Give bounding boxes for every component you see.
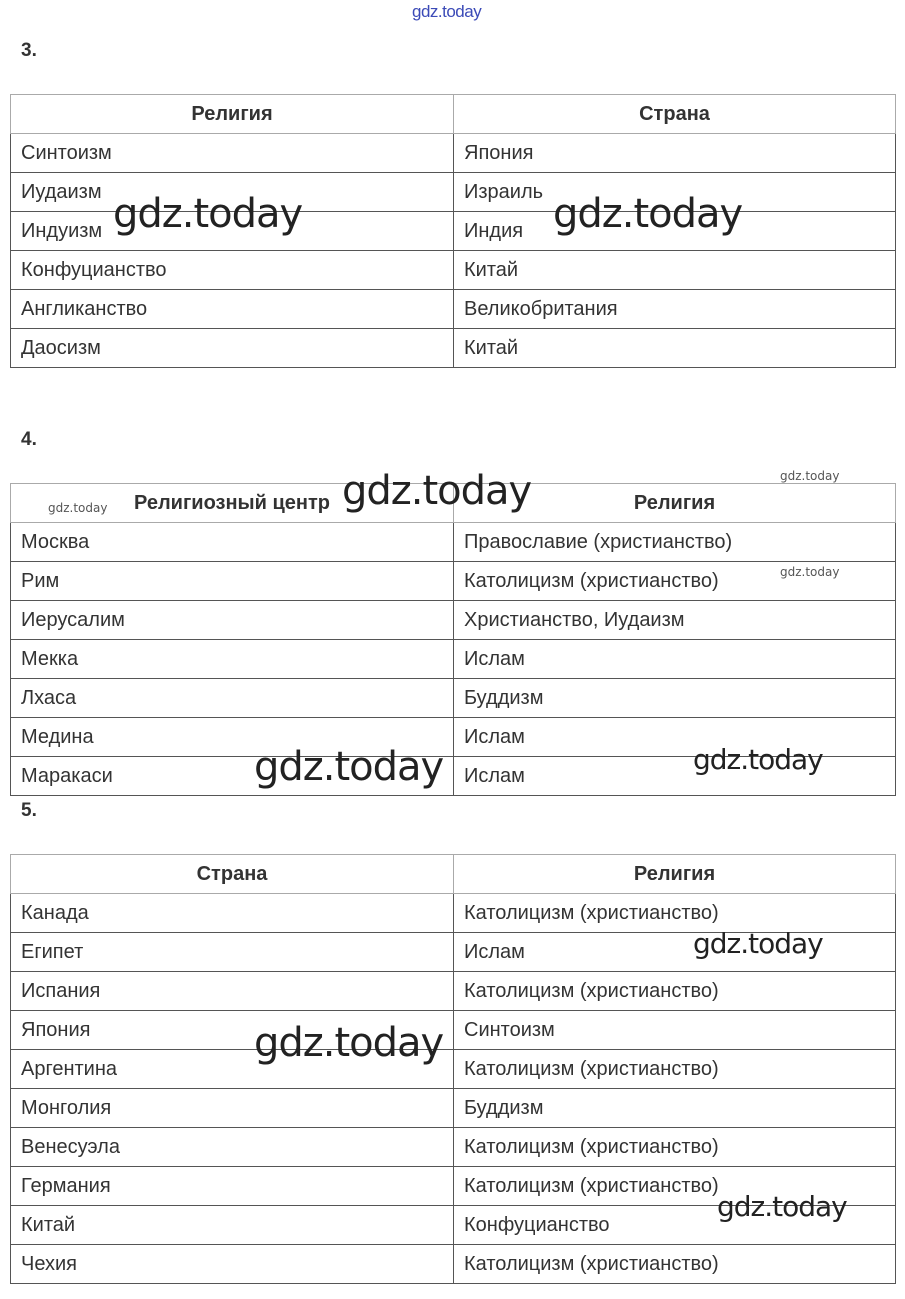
table-row [11, 933, 896, 972]
cell: Индуизм [11, 212, 454, 251]
cell: Синтоизм [454, 1011, 896, 1050]
cell: Лхаса [11, 679, 454, 718]
header-religion: Религия [454, 855, 896, 894]
cell: Медина [11, 718, 454, 757]
cell: Аргентина [11, 1050, 454, 1089]
cell: Ислам [454, 640, 896, 679]
cell: Буддизм [454, 679, 896, 718]
table-row [11, 290, 896, 329]
cell: Даосизм [11, 329, 454, 368]
table-row [11, 757, 896, 796]
cell: Буддизм [454, 1089, 896, 1128]
header-country: Страна [454, 95, 896, 134]
table-header-row [11, 484, 896, 523]
cell: Католицизм (христианство) [454, 1128, 896, 1167]
cell: Католицизм (христианство) [454, 894, 896, 933]
table-row [11, 1089, 896, 1128]
cell: Канада [11, 894, 454, 933]
table-row [11, 1128, 896, 1167]
cell: Ислам [454, 718, 896, 757]
table-header-row [11, 95, 896, 134]
cell: Израиль [454, 173, 896, 212]
watermark: gdz.today [553, 191, 743, 237]
watermark: gdz.today [113, 191, 303, 237]
cell: Москва [11, 523, 454, 562]
section-number: 3. [21, 40, 37, 61]
watermark: gdz.today [780, 469, 840, 483]
cell: Конфуцианство [454, 1206, 896, 1245]
cell: Испания [11, 972, 454, 1011]
table-header-row [11, 855, 896, 894]
section-number: 4. [21, 429, 37, 450]
cell: Венесуэла [11, 1128, 454, 1167]
header-country: Страна [11, 855, 454, 894]
cell: Китай [11, 1206, 454, 1245]
top-watermark: gdz.today [412, 2, 482, 21]
table-row [11, 1245, 896, 1284]
table-row [11, 134, 896, 173]
header-religion: Религия [454, 484, 896, 523]
cell: Мекка [11, 640, 454, 679]
watermark: gdz.today [254, 1020, 444, 1066]
cell: Католицизм (христианство) [454, 1245, 896, 1284]
cell: Христианство, Иудаизм [454, 601, 896, 640]
religious-center-table [10, 483, 896, 796]
cell: Католицизм (христианство) [454, 972, 896, 1011]
watermark: gdz.today [780, 565, 840, 579]
table-row [11, 523, 896, 562]
cell: Германия [11, 1167, 454, 1206]
table-row [11, 601, 896, 640]
table-row [11, 173, 896, 212]
table-row [11, 718, 896, 757]
cell: Конфуцианство [11, 251, 454, 290]
cell: Маракаси [11, 757, 454, 796]
table-row [11, 894, 896, 933]
cell: Китай [454, 329, 896, 368]
watermark: gdz.today [693, 743, 823, 776]
cell: Китай [454, 251, 896, 290]
header-religious-center: Религиозный центр [11, 484, 454, 523]
watermark: gdz.today [693, 927, 823, 960]
table-row [11, 972, 896, 1011]
cell: Япония [11, 1011, 454, 1050]
watermark: gdz.today [717, 1190, 847, 1223]
cell: Египет [11, 933, 454, 972]
cell: Англиканство [11, 290, 454, 329]
cell: Ислам [454, 933, 896, 972]
cell: Рим [11, 562, 454, 601]
cell: Монголия [11, 1089, 454, 1128]
cell: Великобритания [454, 290, 896, 329]
table-row [11, 1206, 896, 1245]
table-row [11, 212, 896, 251]
cell: Япония [454, 134, 896, 173]
header-religion: Религия [11, 95, 454, 134]
section-number: 5. [21, 800, 37, 821]
table-row [11, 1167, 896, 1206]
table-row [11, 1050, 896, 1089]
watermark: gdz.today [254, 744, 444, 790]
cell: Католицизм (христианство) [454, 562, 896, 601]
table-row [11, 679, 896, 718]
table-row [11, 640, 896, 679]
cell: Индия [454, 212, 896, 251]
cell: Ислам [454, 757, 896, 796]
cell: Чехия [11, 1245, 454, 1284]
table-row [11, 329, 896, 368]
cell: Католицизм (христианство) [454, 1050, 896, 1089]
cell: Синтоизм [11, 134, 454, 173]
table-row [11, 562, 896, 601]
cell: Католицизм (христианство) [454, 1167, 896, 1206]
table-row [11, 251, 896, 290]
cell: Иерусалим [11, 601, 454, 640]
cell: Иудаизм [11, 173, 454, 212]
country-religion-table [10, 854, 896, 1284]
watermark: gdz.today [342, 468, 532, 514]
cell: Православие (христианство) [454, 523, 896, 562]
table-row [11, 1011, 896, 1050]
watermark: gdz.today [48, 501, 108, 515]
religion-country-table [10, 94, 896, 368]
